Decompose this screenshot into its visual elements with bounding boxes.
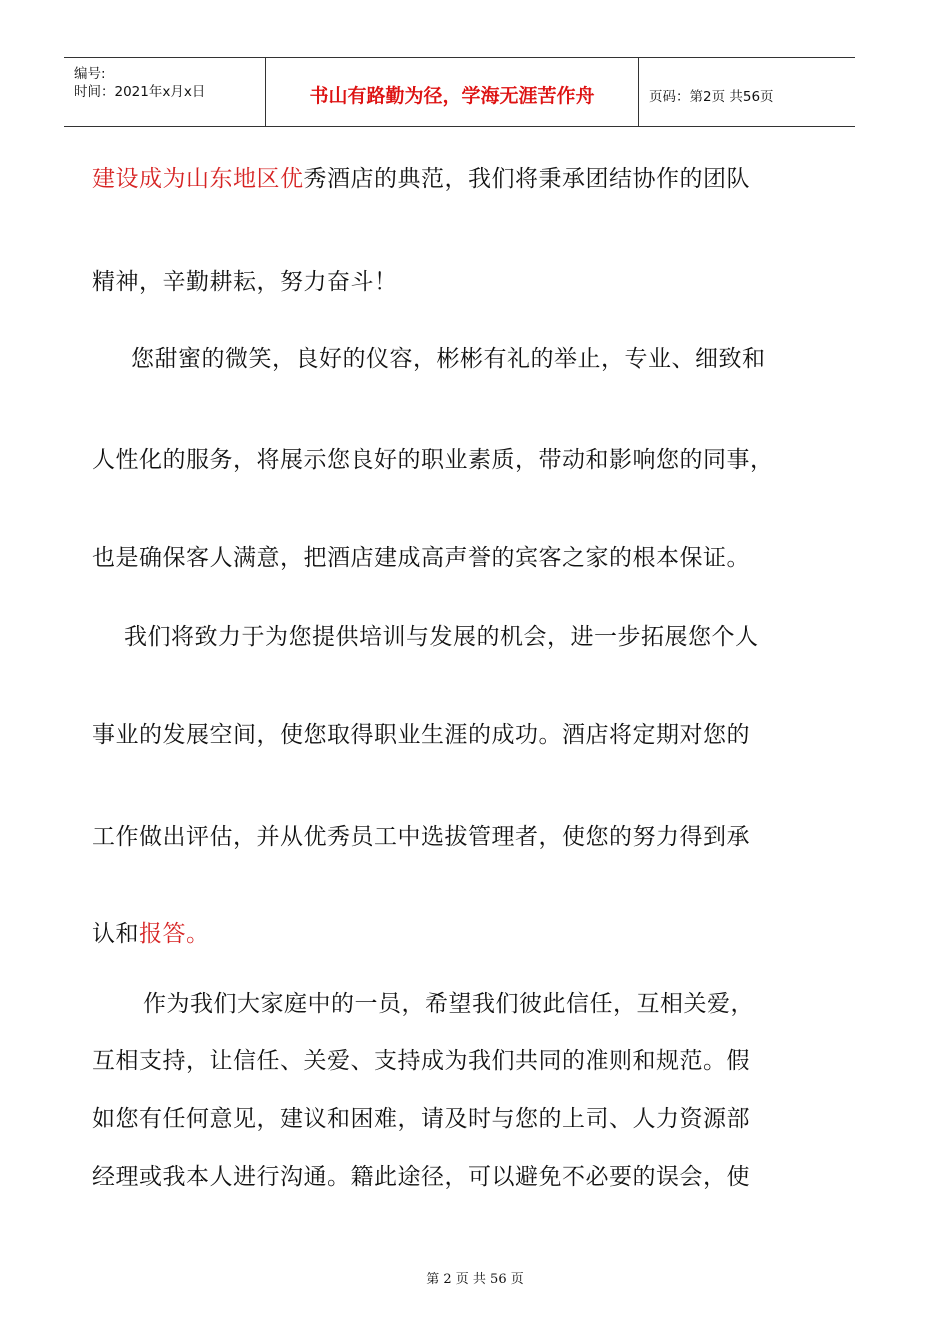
- header-motto: 书山有路勤为径，学海无涯苦作舟: [309, 85, 595, 107]
- header-motto-cell: [266, 58, 639, 126]
- header-page-info: 页码：第2页 共56页: [649, 89, 774, 105]
- date-label: 时间：2021年x月x日: [74, 84, 206, 100]
- body-line-2: 精神，辛勤耕耘，努力奋斗！: [92, 269, 398, 295]
- body-line-11: 互相支持，让信任、关爱、支持成为我们共同的准则和规范。假: [92, 1048, 750, 1074]
- body-line-4: 人性化的服务，将展示您良好的职业素质，带动和影响您的同事，: [92, 447, 774, 473]
- body-line-9: [92, 915, 210, 948]
- body-line-10: 作为我们大家庭中的一员，希望我们彼此信任，互相关爱，: [143, 991, 754, 1017]
- page-footer: 第 2 页 共 56 页: [426, 1272, 524, 1287]
- document-header: [64, 57, 855, 127]
- body-text: 秀酒店的典范，我们将秉承团结协作的团队: [303, 166, 750, 192]
- body-line-6: 我们将致力于为您提供培训与发展的机会，进一步拓展您个人: [124, 624, 759, 650]
- body-line-7: 事业的发展空间，使您取得职业生涯的成功。酒店将定期对您的: [92, 722, 750, 748]
- body-line-8: 工作做出评估，并从优秀员工中选拔管理者，使您的努力得到承: [92, 824, 750, 850]
- serial-number-label: 编号:: [74, 66, 106, 82]
- body-line-5: 也是确保客人满意，把酒店建成高声誉的宾客之家的根本保证。: [92, 545, 750, 571]
- highlighted-text: 报答。: [139, 921, 210, 947]
- body-line-3: 您甜蜜的微笑，良好的仪容，彬彬有礼的举止，专业、细致和: [131, 346, 766, 372]
- body-line-13: 经理或我本人进行沟通。籍此途径，可以避免不必要的误会，使: [92, 1164, 750, 1190]
- highlighted-text: 建设成为山东地区优: [92, 166, 304, 192]
- body-text: 认和: [92, 921, 139, 947]
- header-page-cell: [639, 58, 855, 126]
- header-meta-cell: [64, 58, 266, 126]
- body-line-12: 如您有任何意见，建议和困难，请及时与您的上司、人力资源部: [92, 1106, 750, 1132]
- body-line-1: [92, 160, 750, 193]
